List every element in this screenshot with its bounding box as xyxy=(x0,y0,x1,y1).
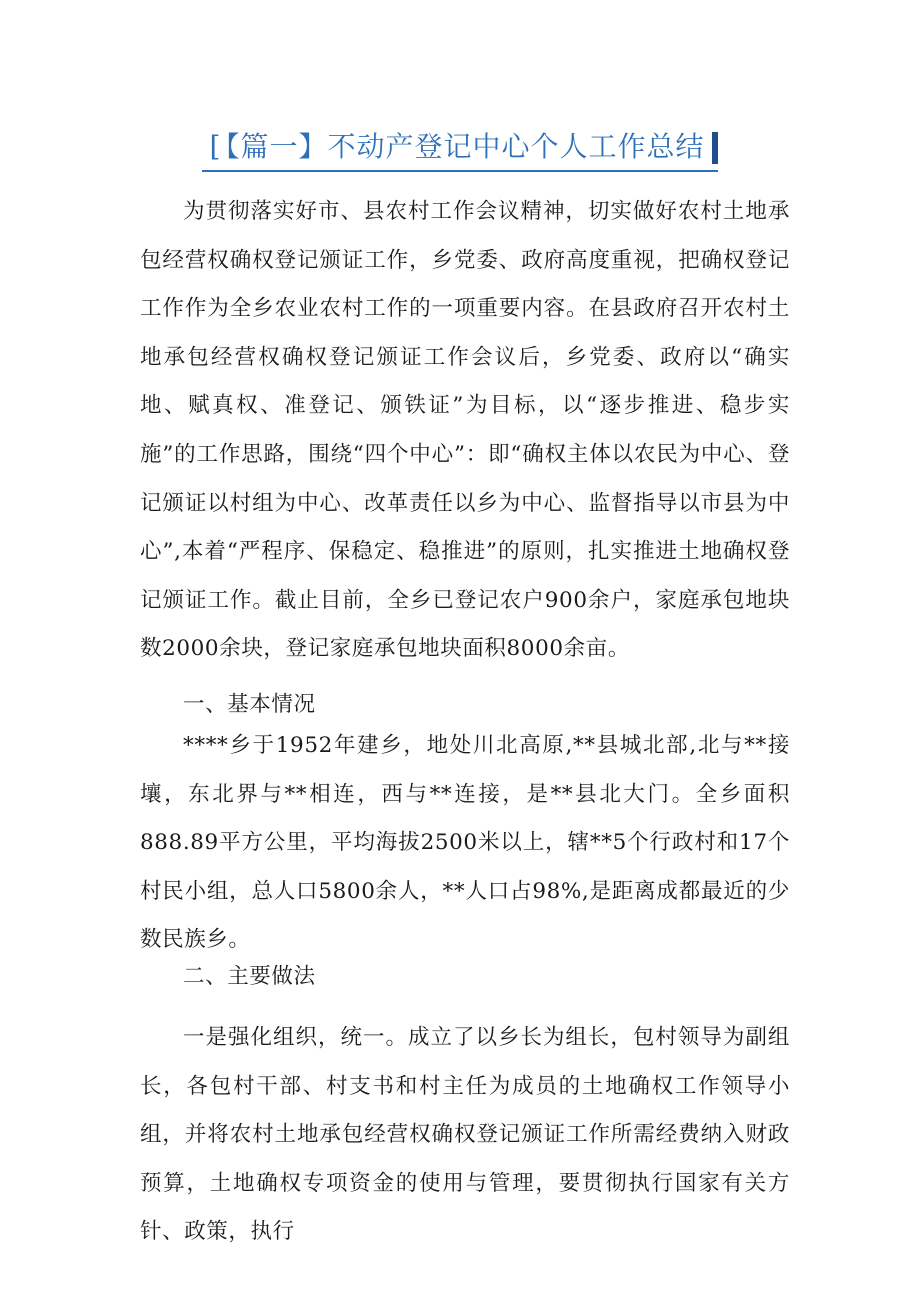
title-text: 【篇一】不动产登记中心个人工作总结 xyxy=(225,130,705,163)
section-heading-basic: 一、基本情况 xyxy=(183,692,316,717)
basic-info-paragraph: ****乡于1952年建乡，地处川北高原,**县城北部,北与**接壤，东北界与**相连，西与**连接，是**县北大门。全乡面积888.89平方公里，平均海拔2500米以上，辖**5个行政村和17个村民小组，总人口5800余人，**人口占98%,是距离成都最近的少数民族乡。 xyxy=(140,733,790,953)
document-title xyxy=(202,128,719,172)
intro-paragraph: 为贯彻落实好市、县农村工作会议精神，切实做好农村土地承包经营权确权登记颁证工作，乡党委、政府高度重视，把确权登记工作作为全乡农业农村工作的一项重要内容。在县政府召开农村土地承包经营权确权登记颁证工作会议后，乡党委、政府以“确实地、赋真权、准登记、颁铁证”为目标，以“逐步推进、稳步实施”的工作思路，围绕“四个中心”：即“确权主体以农民为中心、登记颁证以村组为中心、改革责任以乡为中心、监督指导以市县为中心”,本着“严程序、保稳定、稳推进”的原则，扎实推进土地确权登记颁证工作。截止目前，全乡已登记农户900余户，家庭承包地块数2000余块，登记家庭承包地块面积8000余亩。 xyxy=(140,199,790,662)
title-container xyxy=(0,128,920,172)
text-cursor-icon xyxy=(712,132,718,164)
section-heading-methods: 二、主要做法 xyxy=(183,964,316,989)
methods-paragraph: 一是强化组织，统一。成立了以乡长为组长，包村领导为副组长，各包村干部、村支书和村主任为成员的土地确权工作领导小组，并将农村土地承包经营权确权登记颁证工作所需经费纳入财政预算，土地确权专项资金的使用与管理，要贯彻执行国家有关方针、政策，执行 xyxy=(140,1025,790,1245)
title-prefix: [ xyxy=(209,130,222,163)
